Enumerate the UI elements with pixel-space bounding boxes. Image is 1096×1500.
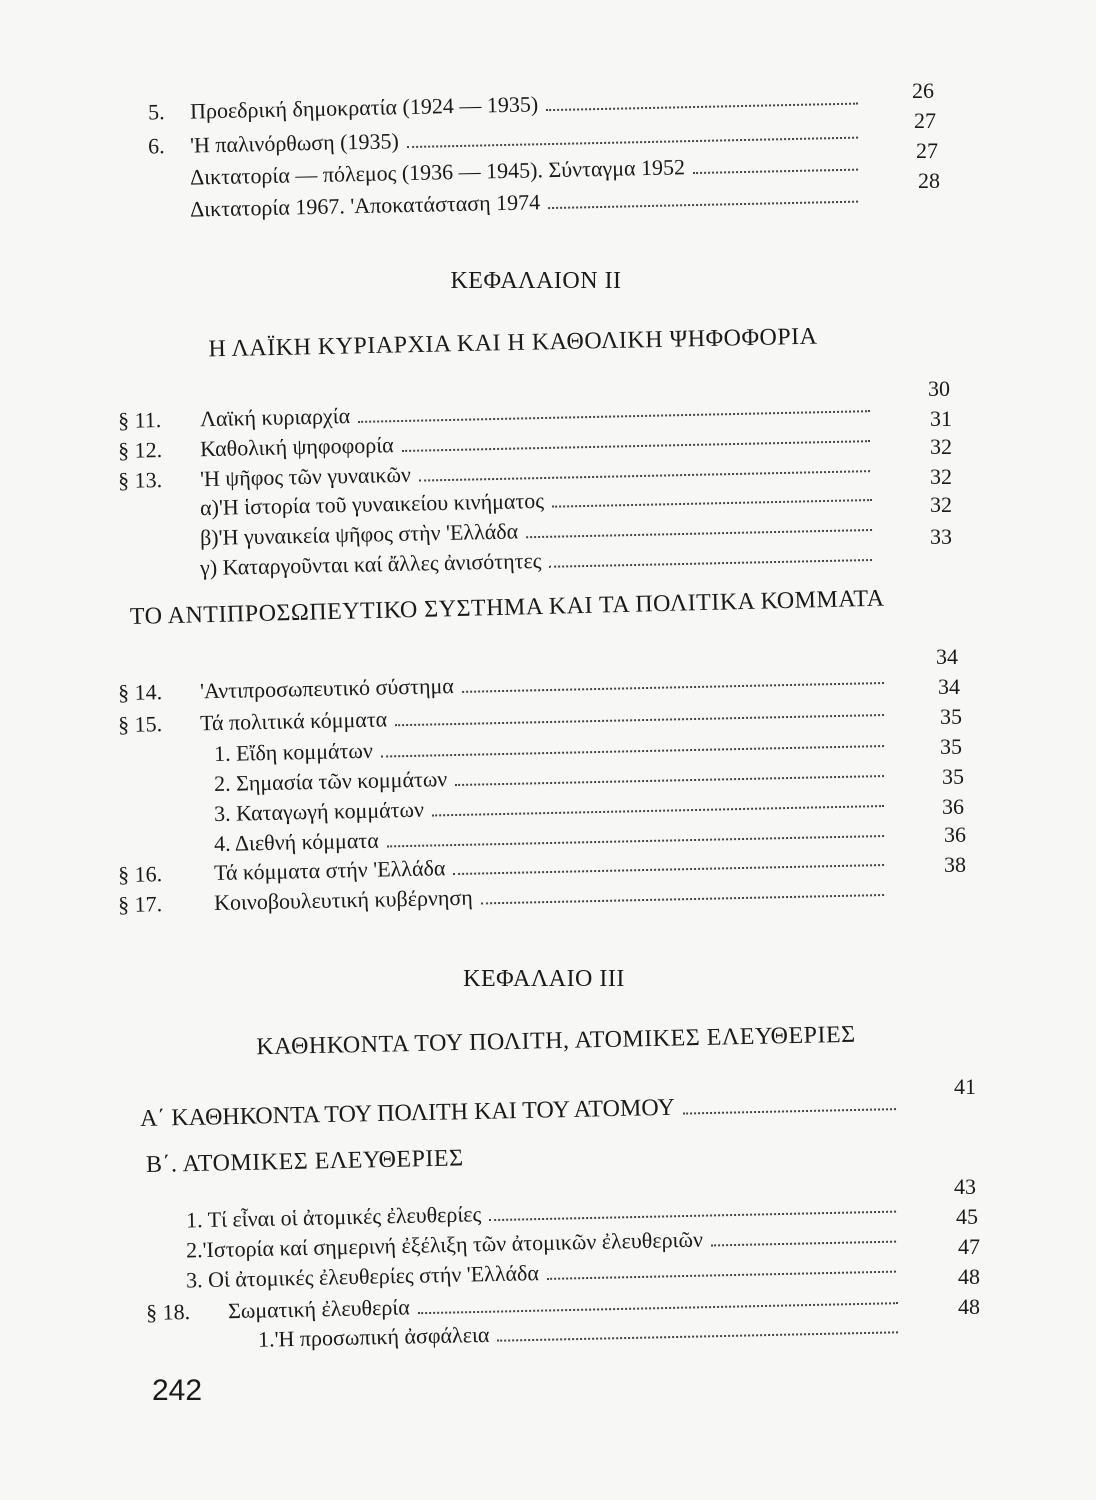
entry-page: 47 [958,1234,980,1259]
entry-title: β)'Η γυναικεία ψῆφος στὴν 'Ελλάδα [199,518,519,551]
entry-number: § 13. [117,466,163,493]
entry-page: 28 [918,168,940,193]
entry-title: Δικτατορία 1967. 'Αποκατάσταση 1974 [189,189,541,222]
leader-dots [548,201,858,209]
leader-dots [497,1331,898,1341]
part-title: Α΄ ΚΑΘΗΚΟΝΤΑ ΤΟΥ ΠΟΛΙΤΗ ΚΑΙ ΤΟΥ ΑΤΟΜΟΥ [139,1094,676,1132]
leader-dots [711,1241,896,1247]
leader-dots [455,775,884,786]
leader-dots [402,440,870,452]
entry-number: § 17. [117,891,163,918]
entry-title: 4. Διεθνή κόμματα [213,827,379,857]
toc-entry [140,1090,900,1132]
entry-page: 48 [958,1264,980,1289]
entry-title: Τά πολιτικά κόμματα [199,706,388,736]
entry-page: 32 [930,464,952,489]
entry-number: § 11. [117,407,162,433]
entry-title: 'Η παλινόρθωση (1935) [189,128,400,158]
part-heading: Β΄. ΑΤΟΜΙΚΕΣ ΕΛΕΥΘΕΡΙΕΣ [145,1145,464,1178]
entry-page: 35 [940,734,962,759]
entry-title: 1.'Η προσωπική ἀσφάλεια [257,1321,490,1352]
entry-page: 27 [916,138,938,163]
entry-number [148,217,190,218]
leader-dots [547,1271,896,1280]
entry-title: γ) Καταργοῦνται καί ἄλλες ἀνισότητες [199,547,542,581]
leader-dots [546,103,858,112]
entry-title: 'Αντιπροσωπευτικό σύστημα [199,673,454,704]
leader-dots [453,864,884,875]
entry-title: 1. Εἴδη κομμάτων [213,737,374,767]
leader-dots [462,682,884,693]
entry-page: 35 [940,704,962,729]
entry-number: § 14. [117,679,163,706]
entry-title: Δικτατορία — πόλεμος (1936 — 1945). Σύνταγμα 1952 [189,154,686,190]
leader-dots [489,1211,896,1222]
leader-dots [481,894,884,904]
entry-title: Κοινοβουλευτική κυβέρνηση [213,884,473,916]
leader-dots [552,499,872,508]
entry-page: 33 [930,524,952,549]
entry-page: 36 [942,794,964,819]
entry-number: § 16. [117,861,163,888]
entry-page: 26 [912,78,934,103]
entry-page: 32 [930,492,952,517]
entry-page: 35 [942,764,964,789]
entry-title: Σωματική ἐλευθερία [227,1294,410,1324]
entry-number: § 12. [117,436,163,463]
entry-title: 3. Καταγωγή κομμάτων [213,796,425,827]
entry-title: 3. Οἱ ἀτομικές ἐλευθερίες στήν 'Ελλάδα [185,1260,540,1293]
entry-page: 34 [936,644,958,669]
leader-dots [432,805,884,816]
entry-title: Προεδρική δημοκρατία (1924 — 1935) [189,91,539,124]
leader-dots [358,410,870,423]
entry-number: § 18. [145,1298,191,1325]
toc-entry [148,85,862,126]
entry-title: α)'Η ἱστορία τοῦ γυναικείου κινήματος [199,487,545,521]
chapter-heading: ΚΕΦΑΛΑΙΟΝ ΙΙ [450,268,622,294]
entry-page: 48 [958,1294,980,1319]
page-number: 242 [152,1374,203,1407]
entry-title: 2.'Ιστορία καί σημερινή ἐξέλιξη τῶν ἀτομικῶν ἐλευθεριῶν [185,1226,704,1263]
entry-page: 45 [956,1204,978,1229]
entry-title: 'Η ψῆφος τῶν γυναικῶν [199,461,412,492]
entry-title: Καθολική ψηφοφορία [199,432,394,462]
entry-page: 41 [954,1074,976,1099]
entry-page: 34 [938,674,960,699]
entry-title: Λαϊκή κυριαρχία [199,403,351,432]
entry-title: 1. Τί εἶναι οἱ ἀτομικές ἐλευθερίες [185,1201,482,1233]
chapter-heading: ΚΕΦΑΛΑΙΟ ΙΙΙ [463,966,625,992]
entry-page: 32 [930,434,952,459]
entry-number [148,185,190,186]
entry-page: 27 [914,108,936,133]
entry-number: 6. [147,133,165,159]
leader-dots [693,169,858,174]
entry-number: 5. [147,99,165,125]
chapter-subheading: ΚΑΘΗΚΟΝΤΑ ΤΟΥ ΠΟΛΙΤΗ, ΑΤΟΜΙΚΕΣ ΕΛΕΥΘΕΡΙΕΣ [256,1021,856,1061]
entry-title: Τά κόμματα στήν 'Ελλάδα [213,855,446,886]
leader-dots [526,529,872,538]
entry-number: § 15. [117,711,163,738]
leader-dots [418,1302,898,1314]
entry-page: 31 [930,406,952,431]
entry-page: 30 [928,376,950,401]
entry-page: 38 [944,852,966,877]
leader-dots [419,470,870,481]
entry-page: 36 [944,822,966,847]
entry-title: 2. Σημασία τῶν κομμάτων [213,766,448,797]
entry-page: 43 [954,1174,976,1199]
leader-dots [387,835,884,847]
chapter-subheading: Η ΛΑΪΚΗ ΚΥΡΙΑΡΧΙΑ ΚΑΙ Η ΚΑΘΟΛΙΚΗ ΨΗΦΟΦΟΡΙΑ [208,323,818,363]
leader-dots [395,714,884,726]
leader-dots [549,559,872,568]
section-heading: ΤΟ ΑΝΤΙΠΡΟΣΩΠΕΥΤΙΚΟ ΣΥΣΤΗΜΑ ΚΑΙ ΤΑ ΠΟΛΙΤΙΚΑ ΚΟΜΜΑΤΑ [129,585,885,630]
leader-dots [407,137,858,148]
leader-dots [683,1108,896,1114]
leader-dots [381,745,884,758]
